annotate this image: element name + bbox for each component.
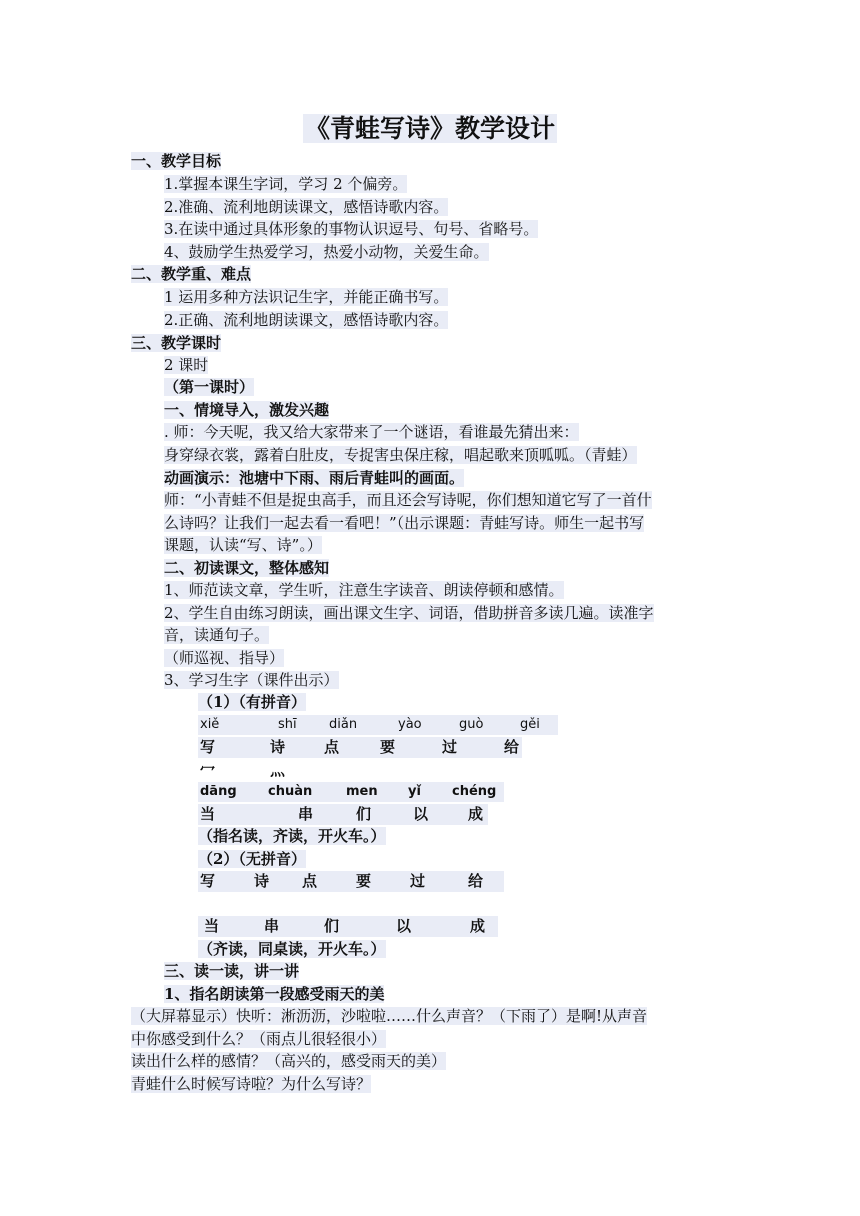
paragraph-line: 么诗吗？让我们一起去看一看吧！”（出示课题：青蛙写诗。师生一起书写 <box>164 514 645 532</box>
paragraph-line: 读出什么样的感情？（高兴的，感受雨天的美） <box>131 1052 447 1070</box>
character-row <box>198 804 498 825</box>
paragraph-line: 青蛙什么时候写诗啦？为什么写诗？ <box>131 1075 372 1093</box>
pinyin: men <box>346 784 378 799</box>
reading-note: （指名读，齐读，开火车。） <box>198 827 386 845</box>
radical: 冖 <box>200 761 216 779</box>
step-heading-read-and-tell: 三、读一读，讲一讲 <box>164 962 300 980</box>
character: 诗 <box>254 872 270 890</box>
pinyin: chuàn <box>268 784 313 799</box>
character: 点 <box>302 872 318 890</box>
pinyin: chéng <box>452 784 497 799</box>
objective-item: 3.在读中通过具体形象的事物认识逗号、句号、省略号。 <box>164 220 539 238</box>
paragraph-line: 身穿绿衣裳，露着白肚皮，专捉害虫保庄稼，唱起歌来顶呱呱。（青蛙） <box>164 446 637 464</box>
character-row <box>198 871 508 892</box>
pinyin: diǎn <box>329 717 358 732</box>
key-point-item: 1 运用多种方法识记生字，并能正确书写。 <box>164 288 449 306</box>
key-point-item: 2.正确、流利地朗读课文，感悟诗歌内容。 <box>164 311 449 329</box>
character: 写 <box>200 872 216 890</box>
pinyin: shī <box>278 717 297 732</box>
character: 给 <box>504 738 520 756</box>
character: 要 <box>356 872 372 890</box>
character: 以 <box>413 805 429 823</box>
pinyin: guò <box>459 717 484 732</box>
no-pinyin-label: （2）（无拼音） <box>198 850 306 868</box>
pinyin: xiě <box>200 717 220 732</box>
pinyin-row <box>198 782 508 802</box>
step-heading-intro: 一、情境导入，激发兴趣 <box>164 401 330 419</box>
character: 们 <box>324 917 340 935</box>
paragraph-line: 课题，认读“写、诗”。） <box>164 536 322 554</box>
character: 串 <box>298 805 314 823</box>
pinyin: yào <box>398 717 422 732</box>
paragraph-line: （大屏幕显示）快听：淅沥沥，沙啦啦……什么声音？（下雨了）是啊!从声音 <box>131 1007 648 1025</box>
with-pinyin-label: （1）（有拼音） <box>198 693 306 711</box>
character: 当 <box>204 917 220 935</box>
character: 串 <box>264 917 280 935</box>
character: 们 <box>356 805 372 823</box>
character: 成 <box>470 917 486 935</box>
animation-note: 动画演示：池塘中下雨、雨后青蛙叫的画面。 <box>164 469 465 487</box>
character: 给 <box>468 872 484 890</box>
document-title: 《青蛙写诗》教学设计 <box>304 114 555 143</box>
radical-row <box>198 760 318 780</box>
character: 点 <box>324 738 340 756</box>
paragraph-line: 1、师范读文章，学生听，注意生字读音、朗读停顿和感情。 <box>164 581 564 599</box>
objective-item: 1.掌握本课生字词，学习 2 个偏旁。 <box>164 175 408 193</box>
character: 当 <box>200 805 216 823</box>
paragraph-line: 师：“小青蛙不但是捉虫高手，而且还会写诗呢，你们想知道它写了一首什 <box>164 491 652 509</box>
class-hours: 2 课时 <box>164 356 209 374</box>
pinyin: yǐ <box>408 784 421 799</box>
character: 成 <box>468 805 484 823</box>
pinyin-row <box>198 715 560 735</box>
character: 以 <box>396 917 412 935</box>
radical: 灬 <box>270 761 286 779</box>
paragraph-line: （师巡视、指导） <box>164 649 285 667</box>
section-heading-key-points: 二、教学重、难点 <box>131 265 252 283</box>
reading-note: （齐读，同桌读，开火车。） <box>198 940 386 958</box>
section-heading-hours: 三、教学课时 <box>131 334 222 352</box>
paragraph-line: 2、学生自由练习朗读，画出课文生字、词语，借助拼音多读几遍。读准字 <box>164 604 654 622</box>
section-heading-objectives: 一、教学目标 <box>131 152 222 170</box>
pinyin: dāng <box>200 784 237 799</box>
objective-item: 4、鼓励学生热爱学习，热爱小动物，关爱生命。 <box>164 243 489 261</box>
paragraph-line: 中你感受到什么？（雨点儿很轻很小） <box>131 1030 387 1048</box>
character-row <box>198 916 508 937</box>
paragraph-line: 3、学习生字（课件出示） <box>164 671 339 689</box>
character-row <box>198 737 528 758</box>
paragraph-line: 音，读通句子。 <box>164 626 270 644</box>
character: 诗 <box>270 738 286 756</box>
character: 要 <box>380 738 396 756</box>
pinyin: gěi <box>520 717 540 732</box>
character: 过 <box>410 872 426 890</box>
character: 写 <box>200 738 216 756</box>
period-label: （第一课时） <box>164 378 255 396</box>
step-sub-heading: 1、指名朗读第一段感受雨天的美 <box>164 985 385 1003</box>
character: 过 <box>442 738 458 756</box>
objective-item: 2.准确、流利地朗读课文，感悟诗歌内容。 <box>164 198 449 216</box>
step-heading-first-reading: 二、初读课文，整体感知 <box>164 559 330 577</box>
paragraph-line: . 师：今天呢，我又给大家带来了一个谜语，看谁最先猜出来： <box>164 423 579 441</box>
